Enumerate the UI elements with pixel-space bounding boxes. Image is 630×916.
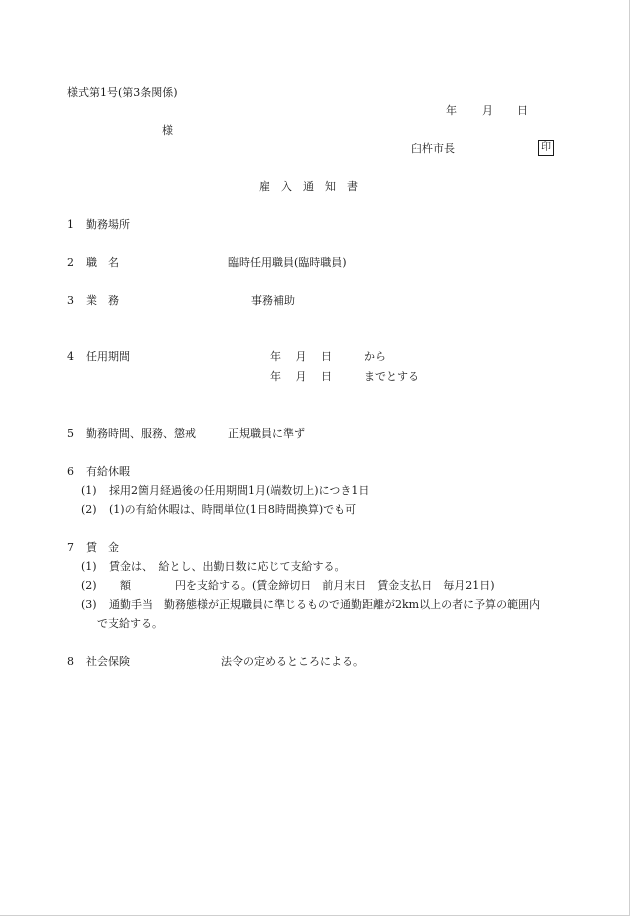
- item-7-sub-1-number: (1): [81, 560, 97, 573]
- item-7-number: 7: [67, 541, 74, 554]
- item-7-sub-3-text: 通勤手当 勤務態様が正規職員に準じるもので通勤距離が2km以上の者に予算の範囲内: [109, 598, 541, 611]
- item-8-number: 8: [67, 655, 74, 668]
- document-title: 雇 入 通 知 書: [259, 180, 358, 193]
- date-day: 日: [517, 104, 528, 117]
- item-7-sub-3-continuation: で支給する。: [97, 617, 163, 630]
- addressee-suffix: 様: [162, 124, 173, 137]
- period-to-date: 年 月 日: [270, 370, 332, 383]
- item-7-sub-2-text: 額 円を支給する。(賃金締切日 前月末日 賃金支払日 毎月21日): [109, 579, 495, 592]
- item-6-sub-1-text: 採用2箇月経過後の任用期間1月(端数切上)につき1日: [109, 484, 370, 497]
- item-4-number: 4: [67, 350, 74, 363]
- item-1-number: 1: [67, 218, 74, 231]
- item-7-label: 賃 金: [86, 541, 119, 554]
- issuer-name: 臼杵市長: [411, 142, 455, 155]
- period-from-date: 年 月 日: [270, 350, 332, 363]
- item-5-number: 5: [67, 427, 74, 440]
- item-8-value: 法令の定めるところによる。: [221, 655, 364, 668]
- item-8-label: 社会保険: [86, 655, 130, 668]
- item-6-sub-1-number: (1): [81, 484, 97, 497]
- period-from-suffix: から: [364, 350, 386, 363]
- period-to-suffix: までとする: [364, 370, 419, 383]
- date-year: 年: [446, 104, 457, 117]
- item-5-value: 正規職員に準ず: [228, 427, 305, 440]
- form-label: 様式第1号(第3条関係): [67, 86, 178, 99]
- item-7-sub-2-number: (2): [81, 579, 97, 592]
- item-6-number: 6: [67, 465, 74, 478]
- item-7-sub-3-number: (3): [81, 598, 97, 611]
- item-6-sub-2-text: (1)の有給休暇は、時間単位(1日8時間換算)でも可: [109, 503, 357, 516]
- item-2-label: 職 名: [86, 256, 119, 269]
- item-7-sub-1-text: 賃金は、 給とし、出勤日数に応じて支給する。: [109, 560, 346, 573]
- date-month: 月: [482, 104, 493, 117]
- item-1-label: 勤務場所: [86, 218, 130, 231]
- item-2-number: 2: [67, 256, 74, 269]
- item-3-label: 業 務: [86, 294, 119, 307]
- item-6-label: 有給休暇: [86, 465, 130, 478]
- item-2-value: 臨時任用職員(臨時職員): [228, 256, 347, 269]
- item-3-value: 事務補助: [251, 294, 295, 307]
- item-3-number: 3: [67, 294, 74, 307]
- seal-mark: 印: [538, 140, 554, 156]
- item-6-sub-2-number: (2): [81, 503, 97, 516]
- item-5-label: 勤務時間、服務、懲戒: [86, 427, 196, 440]
- item-4-label: 任用期間: [86, 350, 130, 363]
